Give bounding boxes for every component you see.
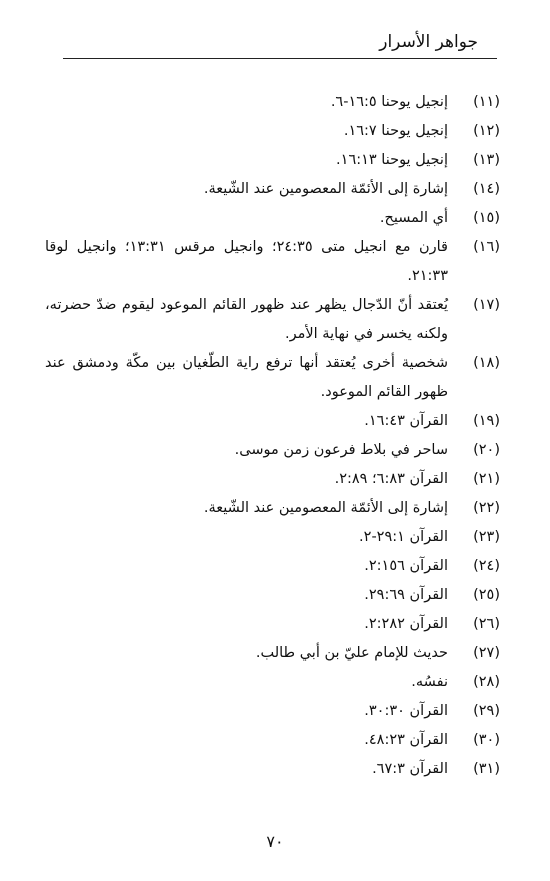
endnote-text: إنجيل يوحنا ١٦:٥-٦.: [330, 94, 448, 110]
endnote-number: (٢٣): [473, 529, 500, 545]
header-divider: [63, 58, 497, 59]
endnote-number: (١٢): [473, 123, 500, 139]
endnote-text: حديث للإمام عليّ بن أبي طالب.: [255, 645, 448, 661]
page-number: ٧٠: [266, 832, 284, 851]
endnote-item: [45, 494, 500, 523]
endnote-text: أي المسيح.: [379, 210, 448, 226]
endnotes-list: [45, 88, 500, 784]
endnote-number: (٣١): [473, 761, 500, 777]
endnote-item: [45, 88, 500, 117]
endnote-item: [45, 407, 500, 436]
endnote-text: يُعتقد أنّ الدّجال يظهر عند ظهور القائم الموعود ليقوم ضدّ حضرته، ولكنه يخسر في نهاية الأمر.: [45, 297, 448, 342]
endnote-item: [45, 349, 500, 407]
endnote-text: القرآن ٦٧:٣.: [372, 761, 448, 777]
endnote-item: [45, 436, 500, 465]
endnote-number: (٢٧): [473, 645, 500, 661]
endnote-number: (١٧): [473, 297, 500, 313]
endnote-text: نفسُه.: [411, 674, 448, 690]
endnote-number: (٢٩): [473, 703, 500, 719]
endnote-text: إنجيل يوحنا ١٦:١٣.: [336, 152, 448, 168]
endnote-text: القرآن ٢:٢٨٢.: [364, 616, 448, 632]
endnote-item: [45, 117, 500, 146]
endnote-text: القرآن ٢٩:١-٢.: [359, 529, 448, 545]
endnote-number: (١٤): [473, 181, 500, 197]
endnote-number: (٣٠): [473, 732, 500, 748]
endnote-item: [45, 610, 500, 639]
endnote-item: [45, 639, 500, 668]
endnote-item: [45, 146, 500, 175]
endnote-item: [45, 233, 500, 291]
endnote-text: القرآن ٣٠:٣٠.: [364, 703, 448, 719]
endnote-text: القرآن ٤٨:٢٣.: [364, 732, 448, 748]
endnote-item: [45, 523, 500, 552]
endnote-text: القرآن ٢:١٥٦.: [364, 558, 448, 574]
endnote-text: القرآن ١٦:٤٣.: [364, 413, 448, 429]
endnote-item: [45, 291, 500, 349]
endnote-number: (١٣): [473, 152, 500, 168]
endnote-number: (١١): [473, 94, 500, 110]
endnote-text: إنجيل يوحنا ١٦:٧.: [343, 123, 448, 139]
endnote-item: [45, 755, 500, 784]
endnote-number: (١٩): [473, 413, 500, 429]
endnote-text: إشارة إلى الأئمّة المعصومين عند الشّيعة.: [203, 181, 448, 197]
endnote-number: (٢٦): [473, 616, 500, 632]
endnote-text: إشارة إلى الأئمّة المعصومين عند الشّيعة.: [203, 500, 448, 516]
endnote-item: [45, 697, 500, 726]
endnote-number: (١٥): [473, 210, 500, 226]
endnote-text: ساحر في بلاط فرعون زمن موسى.: [234, 442, 448, 458]
endnote-item: [45, 552, 500, 581]
endnote-number: (٢٢): [473, 500, 500, 516]
endnote-number: (٢٤): [473, 558, 500, 574]
endnote-number: (١٨): [473, 355, 500, 371]
endnote-number: (١٦): [473, 239, 500, 255]
endnote-number: (٢٥): [473, 587, 500, 603]
endnote-item: [45, 581, 500, 610]
endnote-item: [45, 726, 500, 755]
endnote-number: (٢٨): [473, 674, 500, 690]
endnote-text: القرآن ٦:٨٣؛ ٢:٨٩.: [334, 471, 448, 487]
endnote-item: [45, 465, 500, 494]
endnote-number: (٢١): [473, 471, 500, 487]
endnote-text: القرآن ٢٩:٦٩.: [364, 587, 448, 603]
endnote-text: قارن مع انجيل متى ٢٤:٣٥؛ وانجيل مرقس ١٣:٣١؛ وانجيل لوقا ٢١:٣٣.: [45, 239, 448, 284]
endnote-number: (٢٠): [473, 442, 500, 458]
endnote-text: شخصية أخرى يُعتقد أنها ترفع راية الطّغيان بين مكّة ودمشق عند ظهور القائم الموعود.: [45, 355, 448, 400]
running-header-title: جواهر الأسرار: [379, 32, 478, 52]
endnote-item: [45, 668, 500, 697]
endnote-item: [45, 175, 500, 204]
endnote-item: [45, 204, 500, 233]
